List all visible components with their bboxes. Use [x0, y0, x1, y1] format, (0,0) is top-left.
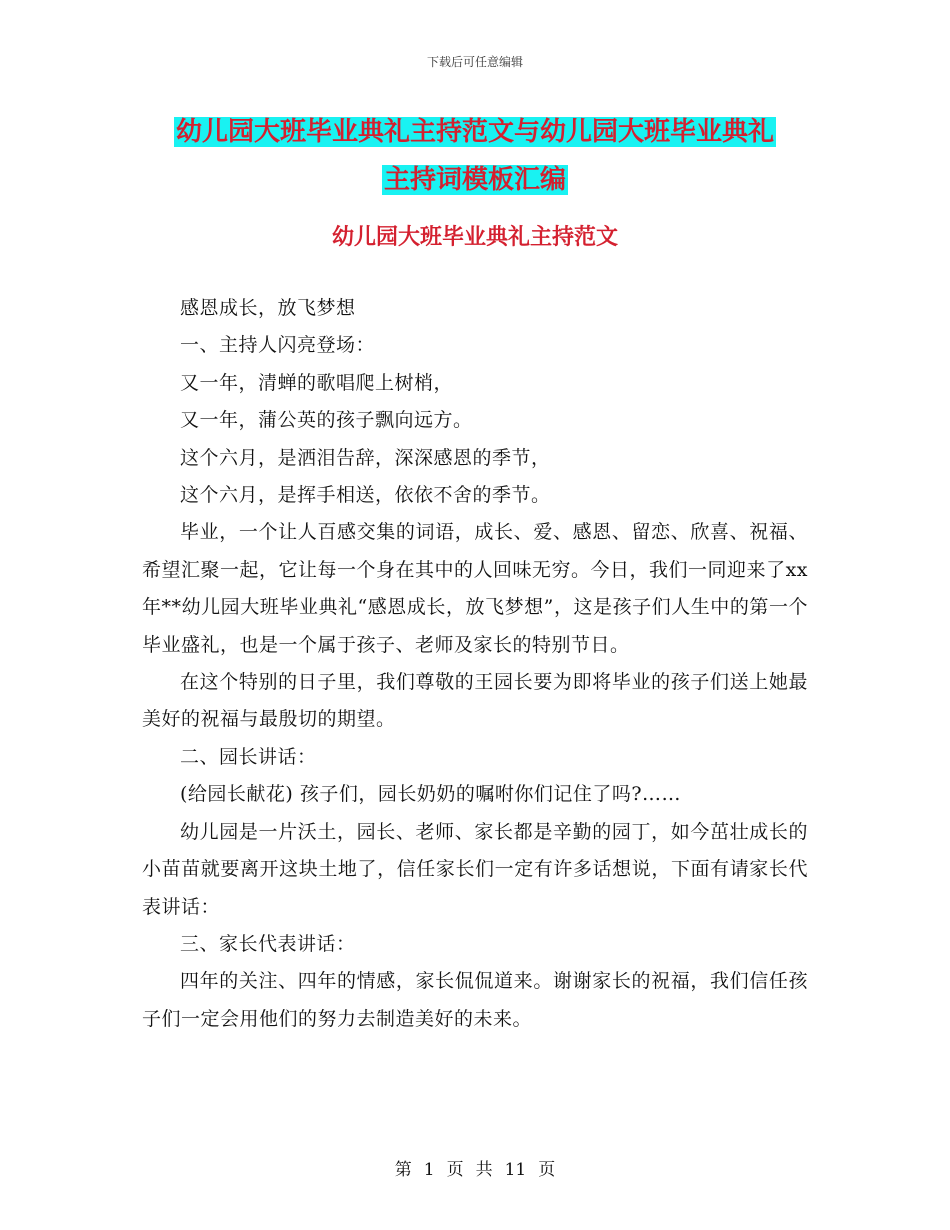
footer-page-number: 1: [423, 1160, 435, 1180]
header-note: 下载后可任意编辑: [426, 55, 523, 69]
footer-label-unit: 页: [446, 1160, 464, 1180]
paragraph: (给园长献花) 孩子们，园长奶奶的嘱咐你们记住了吗?……: [180, 783, 682, 806]
document-title-line-1: 幼儿园大班毕业典礼主持范文与幼儿园大班毕业典礼: [175, 117, 774, 147]
page-footer: [0, 1155, 950, 1180]
footer-label-unit-2: 页: [538, 1160, 556, 1180]
paragraph: 这个六月，是挥手相送，依依不舍的季节。: [180, 484, 551, 507]
document-title: [0, 108, 950, 204]
section-title: 幼儿园大班毕业典礼主持范文: [331, 225, 618, 250]
paragraph: 毕业，一个让人百感交集的词语，成长、爱、感恩、留恋、欣喜、祝福、希望汇聚一起，它让每一个身在其中的人回味无穷。今日，我们一同迎来了xx年**幼儿园大班毕业典礼“感恩成长，放飞梦想”，这是孩子们人生中的第一个毕业盛礼，也是一个属于孩子、老师及家长的特别节日。: [142, 521, 808, 656]
paragraph: 四年的关注、四年的情感，家长侃侃道来。谢谢家长的祝福，我们信任孩子们一定会用他们的努力去制造美好的未来。: [142, 970, 808, 1030]
paragraph: 又一年，清蝉的歌唱爬上树梢，: [180, 371, 454, 394]
paragraph: 二、园长讲话：: [180, 745, 317, 768]
paragraph: 三、家长代表讲话：: [180, 932, 356, 955]
paragraph: 一、主持人闪亮登场：: [180, 334, 376, 357]
paragraph: 又一年，蒲公英的孩子飘向远方。: [180, 409, 473, 432]
paragraph: 感恩成长，放飞梦想: [180, 297, 356, 319]
footer-label-total: 共: [475, 1160, 493, 1180]
paragraph: 幼儿园是一片沃土，园长、老师、家长都是辛勤的园丁，如今茁壮成长的小苗苗就要离开这块土地了，信任家长们一定有许多话想说，下面有请家长代表讲话：: [142, 820, 808, 918]
paragraph: 这个六月，是洒泪告辞，深深感恩的季节，: [180, 446, 551, 469]
document-body: [142, 290, 808, 1038]
document-title-line-2: 主持词模板汇编: [383, 165, 566, 195]
footer-label-page: 第: [394, 1160, 412, 1180]
paragraph: 在这个特别的日子里，我们尊敬的王园长要为即将毕业的孩子们送上她最美好的祝福与最殷切的期望。: [142, 671, 808, 731]
footer-total-pages: 11: [504, 1160, 527, 1180]
